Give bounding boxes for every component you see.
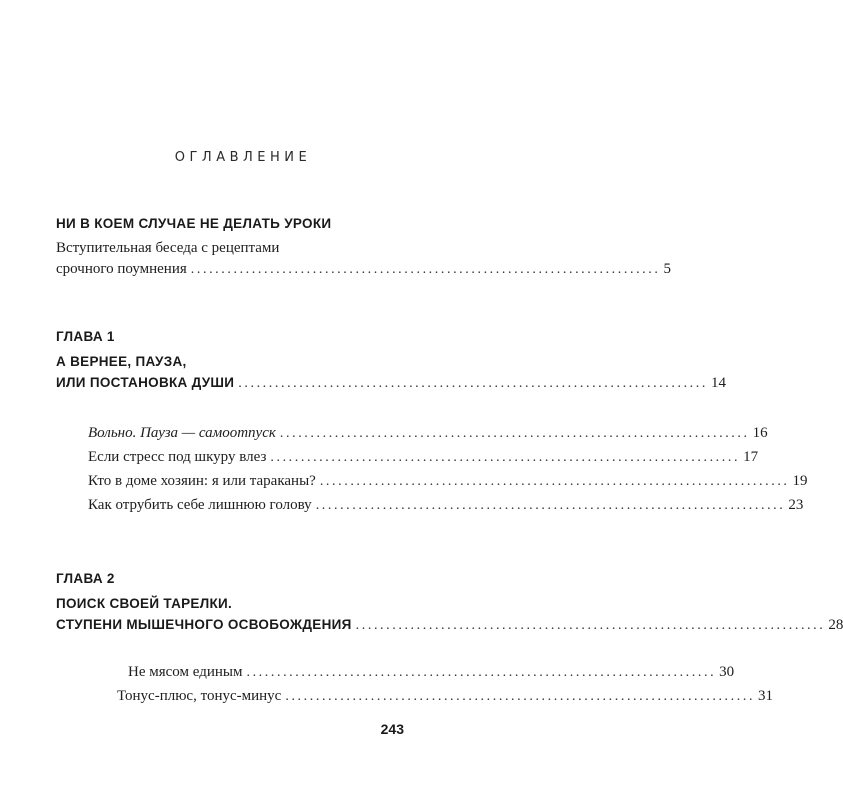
- toc-entry-1-4[interactable]: [88, 497, 804, 514]
- chapter-1-label: ГЛАВА 1: [56, 329, 115, 344]
- leader-dots: .............................................................................: [279, 426, 750, 441]
- chapter-2-label: ГЛАВА 2: [56, 571, 115, 586]
- toc-entry-page: 19: [792, 473, 808, 489]
- leader-dots: .............................................................................: [246, 665, 717, 680]
- toc-entry-2-2[interactable]: [117, 688, 774, 705]
- contents-heading: ОГЛАВЛЕНИЕ: [174, 150, 312, 165]
- toc-entry-page: 5: [663, 261, 671, 277]
- leader-dots: .............................................................................: [315, 498, 786, 513]
- chapter-1-title-line-2: ИЛИ ПОСТАНОВКА ДУШИ: [56, 375, 235, 390]
- toc-entry-intro[interactable]: [56, 261, 671, 278]
- toc-entry-text: Если стресс под шкуру влез: [88, 449, 267, 465]
- toc-entry-page: 16: [752, 425, 768, 441]
- page-number: 243: [380, 721, 404, 737]
- leader-dots: .............................................................................: [238, 376, 708, 391]
- intro-line-1: Вступительная беседа с рецептами: [56, 240, 280, 256]
- toc-entry-page: 14: [710, 375, 726, 391]
- toc-entry-text: срочного поумнения: [56, 261, 187, 277]
- intro-title: НИ В КОЕМ СЛУЧАЕ НЕ ДЕЛАТЬ УРОКИ: [56, 216, 332, 231]
- toc-entry-chapter-1[interactable]: [56, 375, 726, 392]
- toc-entry-chapter-2[interactable]: [56, 617, 843, 634]
- toc-entry-text: Вольно. Пауза — самоотпуск: [88, 425, 276, 441]
- toc-entry-text: Как отрубить себе лишнюю голову: [88, 497, 312, 513]
- toc-entry-2-1[interactable]: [128, 664, 735, 681]
- toc-entry-1-2[interactable]: [88, 449, 759, 466]
- chapter-2-title-line-1: ПОИСК СВОЕЙ ТАРЕЛКИ.: [56, 596, 233, 611]
- chapter-1-title-line-1: А ВЕРНЕЕ, ПАУЗА,: [56, 354, 187, 369]
- toc-entry-page: 31: [758, 688, 774, 704]
- toc-entry-1-3[interactable]: [88, 473, 808, 490]
- toc-entry-page: 17: [743, 449, 759, 465]
- toc-entry-page: 30: [719, 664, 735, 680]
- leader-dots: .............................................................................: [355, 618, 826, 633]
- toc-entry-text: Тонус-плюс, тонус-минус: [117, 688, 282, 704]
- toc-entry-text: Не мясом единым: [128, 664, 243, 680]
- leader-dots: .............................................................................: [190, 262, 661, 277]
- toc-entry-text: Кто в доме хозяин: я или тараканы?: [88, 473, 316, 489]
- chapter-2-title-line-2: СТУПЕНИ МЫШЕЧНОГО ОСВОБОЖДЕНИЯ: [56, 617, 352, 632]
- toc-entry-page: 23: [788, 497, 804, 513]
- toc-entry-1-1[interactable]: [88, 425, 768, 442]
- toc-entry-page: 28: [828, 617, 843, 633]
- leader-dots: .............................................................................: [319, 474, 790, 489]
- leader-dots: .............................................................................: [270, 450, 741, 465]
- leader-dots: .............................................................................: [285, 689, 756, 704]
